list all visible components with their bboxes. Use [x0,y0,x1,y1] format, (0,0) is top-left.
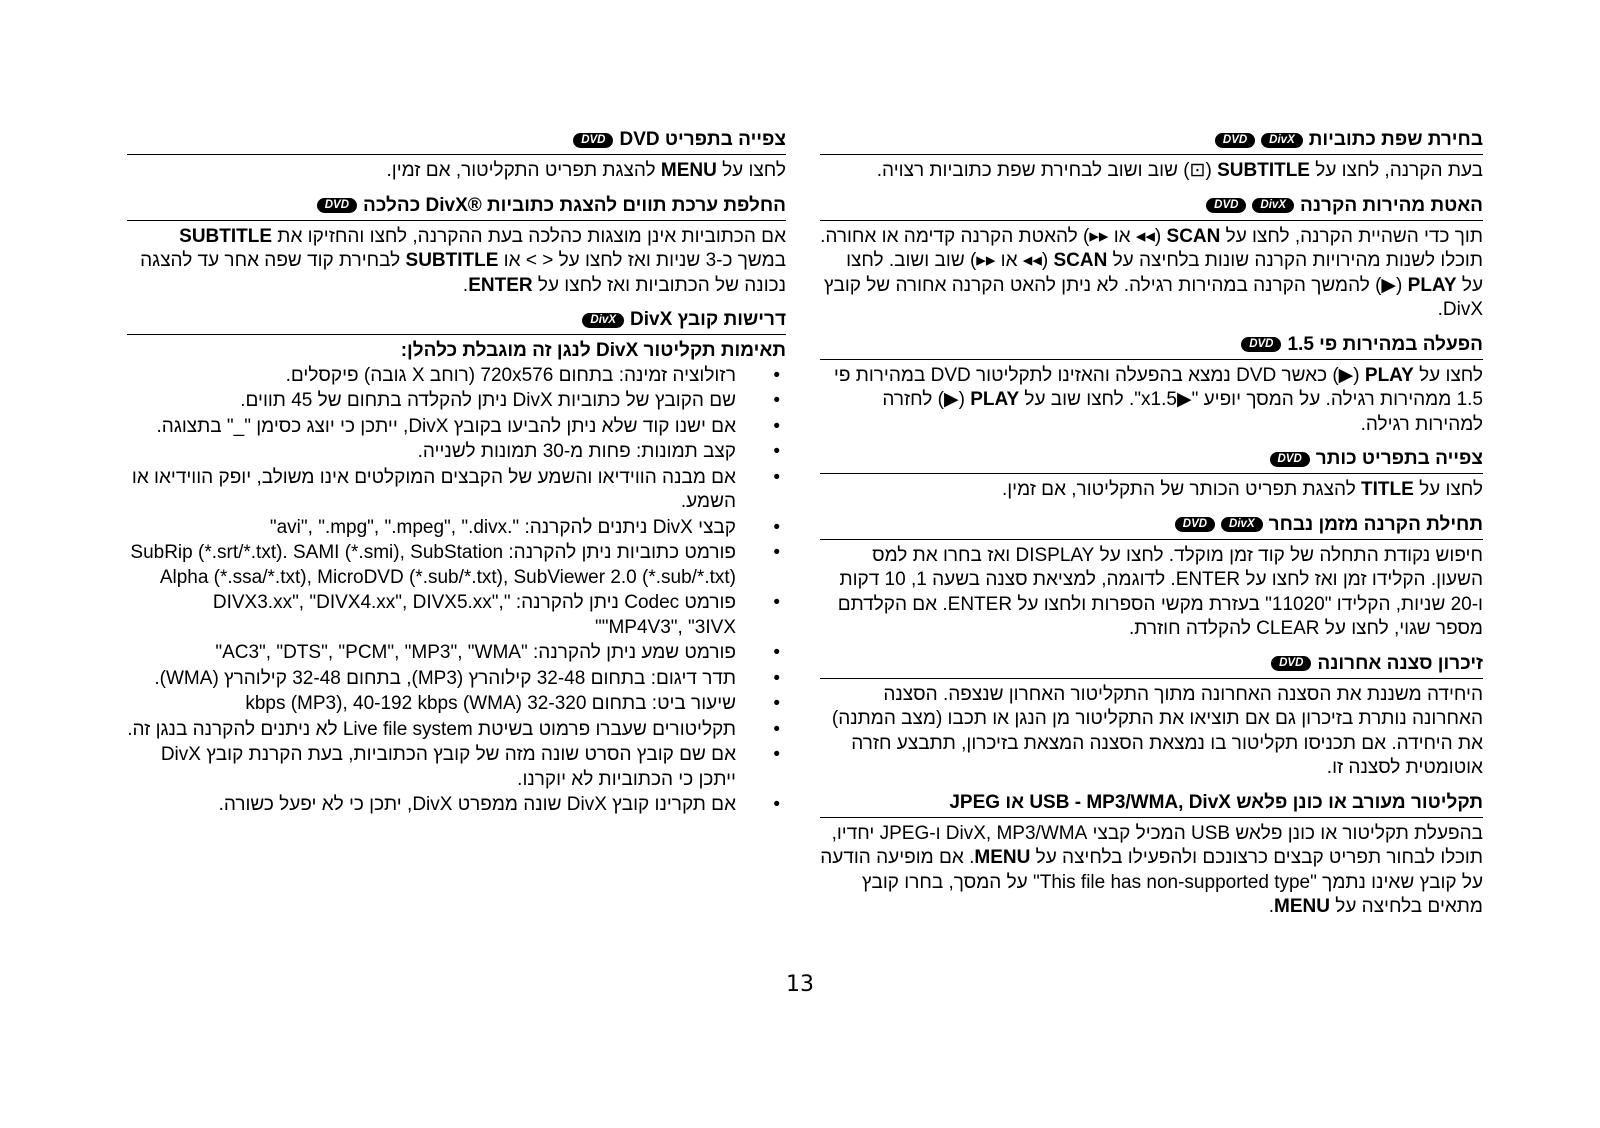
list-item: • אם תקרינו קובץ DivX שונה ממפרט DivX, יתכן כי לא יפעל כשורה. [127,793,736,818]
section-usb-mixed [820,791,1483,920]
requirements-list [127,364,786,818]
section-heading: הפעלה במהירות פי 1.5 DVD [820,333,1483,360]
section-last-scene [820,652,1483,781]
section-heading: תחילת הקרנה מזמן נבחר DivX DVD [820,513,1483,540]
section-body: חיפוש נקודת התחלה של קוד זמן מוקלד. לחצו על DISPLAY ואז בחרו את למס השעון. הקלידו זמן ואז לחצו על ENTER. לדוגמה, למציאת סצנה בשעה 1, 10 דקות ו-20 שניות, הקלידו "11020" בעזרת מקשי הספרות ולחצו על ENTER. אם הקלדתם מספר שגוי, לחצו על CLEAR להקלדה חוזרת. [837,544,1483,639]
section-heading: בחירת שפת כתוביות DivX DVD [820,128,1483,155]
section-heading: דרישות קובץ DivX DivX [127,308,786,335]
section-body: לחצו על MENU להצגת תפריט התקליטור, אם זמין. [386,160,786,181]
section-subtitle-language [820,128,1483,184]
page-number: 13 [786,972,814,997]
section-speed-15 [820,333,1483,438]
divx-badge: DivX [1221,517,1263,532]
dvd-badge: DVD [1270,452,1310,467]
divx-badge: DivX [582,313,624,328]
section-subheading: תאימות תקליטור DivX לנגן זה מוגבלת כלהלן: [400,340,786,361]
list-item: • פורמט Codec ניתן להקרנה: "DIVX3.xx", "DIVX4.xx", DIVX5.xx", "MP4V3", "3IVX" [127,591,736,640]
dvd-badge: DVD [1271,656,1311,671]
section-dvd-menu [127,128,786,184]
section-heading: האטת מהירות הקרנה DivX DVD [820,194,1483,221]
section-heading: החלפת ערכת תווים להצגת כתוביות ®DivX כהלכה DVD [127,194,786,221]
section-divx-requirements [127,308,786,818]
section-body: לחצו על TITLE להצגת תפריט הכותר של התקליטור, אם זמין. [1001,479,1483,500]
section-body: היחידה משננת את הסצנה האחרונה מתוך התקליטור האחרון שנצפה. הסצנה האחרונה נותרת בזיכרון גם אם תוציאו את התקליטור מן הנגן או תכבו (מצב המתנה) את היחידה. אם תכניסו תקליטור בו נמצאת הסצנה המצאת בזיכרון, תתבצע חזרה אוטומטית לסצנה זו. [831,683,1483,778]
list-item: • תדר דיגום: בתחום 32-48 קילוהרץ (MP3), בתחום 32-48 קילוהרץ (WMA). [127,667,736,692]
left-column [127,128,786,828]
section-time-start [820,513,1483,642]
section-heading: זיכרון סצנה אחרונה DVD [820,652,1483,679]
section-divx-subtitle-charset [127,194,786,299]
dvd-badge: DVD [317,198,357,213]
list-item: • תקליטורים שעברו פרמוט בשיטת Live file system לא ניתנים להקרנה בנגן זה. [127,718,736,743]
dvd-badge: DVD [573,133,613,148]
list-item: • אם שם קובץ הסרט שונה מזה של קובץ הכתוביות, בעת הקרנת קובץ DivX ייתכן כי הכתוביות לא יוקרנו. [127,743,736,792]
dvd-badge: DVD [1206,198,1246,213]
section-body: אם הכתוביות אינן מוצגות כהלכה בעת ההקרנה, לחצו והחזיקו את SUBTITLE במשך כ-3 שניות ואז לחצו על < > או SUBTITLE לבחירת קוד שפה אחר עד להצגה נכונה של הכתוביות ואז לחצו על ENTER. [140,225,786,296]
section-body: בהפעלת תקליטור או כונן פלאש USB המכיל קבצי DivX, MP3/WMA ו-JPEG יחדיו, תוכלו לבחור תפריט קבצים כרצונכם ולהפעילו בלחיצה על MENU. אם מופיעה הודעה על קובץ שאינו נתמך "This file has non-supported type" על המסך, בחרו קובץ מתאים בלחיצה על MENU. [820,822,1483,917]
section-body: לחצו על PLAY (▶) כאשר DVD נמצא בהפעלה והאזינו לתקליטור DVD במהירות פי 1.5 ממהירות רגילה. על המסך יופיע "▶x1.5". לחצו שוב על PLAY (▶) לחזרה למהירות רגילה. [833,364,1483,435]
list-item: • קצב תמונות: פחות מ-30 תמונות לשנייה. [127,440,736,465]
list-item: • שיעור ביט: בתחום 32-320 kbps (MP3), 40-192 kbps (WMA) [127,692,736,717]
section-body: בעת הקרנה, לחצו על SUBTITLE (⊡) שוב ושוב לבחירת שפת כתוביות רצויה. [876,160,1483,181]
section-heading: צפייה בתפריט DVD DVD [127,128,786,155]
right-column [820,128,1483,930]
section-title-menu [820,447,1483,503]
list-item: • שם הקובץ של כתוביות DivX ניתן להקלדה בתחום של 45 תווים. [127,389,736,414]
dvd-badge: DVD [1241,337,1281,352]
list-item: • אם מבנה הווידיאו והשמע של הקבצים המוקלטים אינו משולב, יופק הווידיאו או השמע. [127,466,736,515]
list-item: • פורמט שמע ניתן להקרנה: "AC3", "DTS", "PCM", "MP3", "WMA" [127,641,736,666]
section-heading: צפייה בתפריט כותר DVD [820,447,1483,474]
list-item: • רזולוציה זמינה: בתחום 720x576 (רוחב X גובה) פיקסלים. [127,364,736,389]
dvd-badge: DVD [1175,517,1215,532]
list-item: • אם ישנו קוד שלא ניתן להביעו בקובץ DivX, ייתכן כי יוצג כסימן "_" בתצוגה. [127,415,736,440]
section-heading: תקליטור מעורב או כונן פלאש USB - MP3/WMA, DivX או JPEG [820,791,1483,818]
divx-badge: DivX [1252,198,1294,213]
section-body: תוך כדי השהיית הקרנה, לחצו על SCAN (◂◂ או ▸▸) להאטת הקרנה קדימה או אחורה. תוכלו לשנות מהירויות הקרנה שונות בלחיצה על SCAN (◂◂ או ▸▸) שוב ושוב. לחצו על PLAY (▶) להמשך הקרנה במהירות רגילה. לא ניתן להאט הקרנה אחורה של קובץ DivX. [820,225,1483,320]
dvd-badge: DVD [1215,133,1255,148]
list-item: • קבצי DivX ניתנים להקרנה: ".avi", ".mpg", ".mpeg", ".divx" [127,516,736,541]
section-slow-scan [820,194,1483,323]
list-item: • פורמט כתוביות ניתן להקרנה: SubRip (*.srt/*.txt). SAMI (*.smi), SubStation Alpha (*.ssa/*.txt), MicroDVD (*.sub/*.txt), SubViewer 2.0 (*.sub/*.txt) [127,541,736,590]
divx-badge: DivX [1261,133,1303,148]
